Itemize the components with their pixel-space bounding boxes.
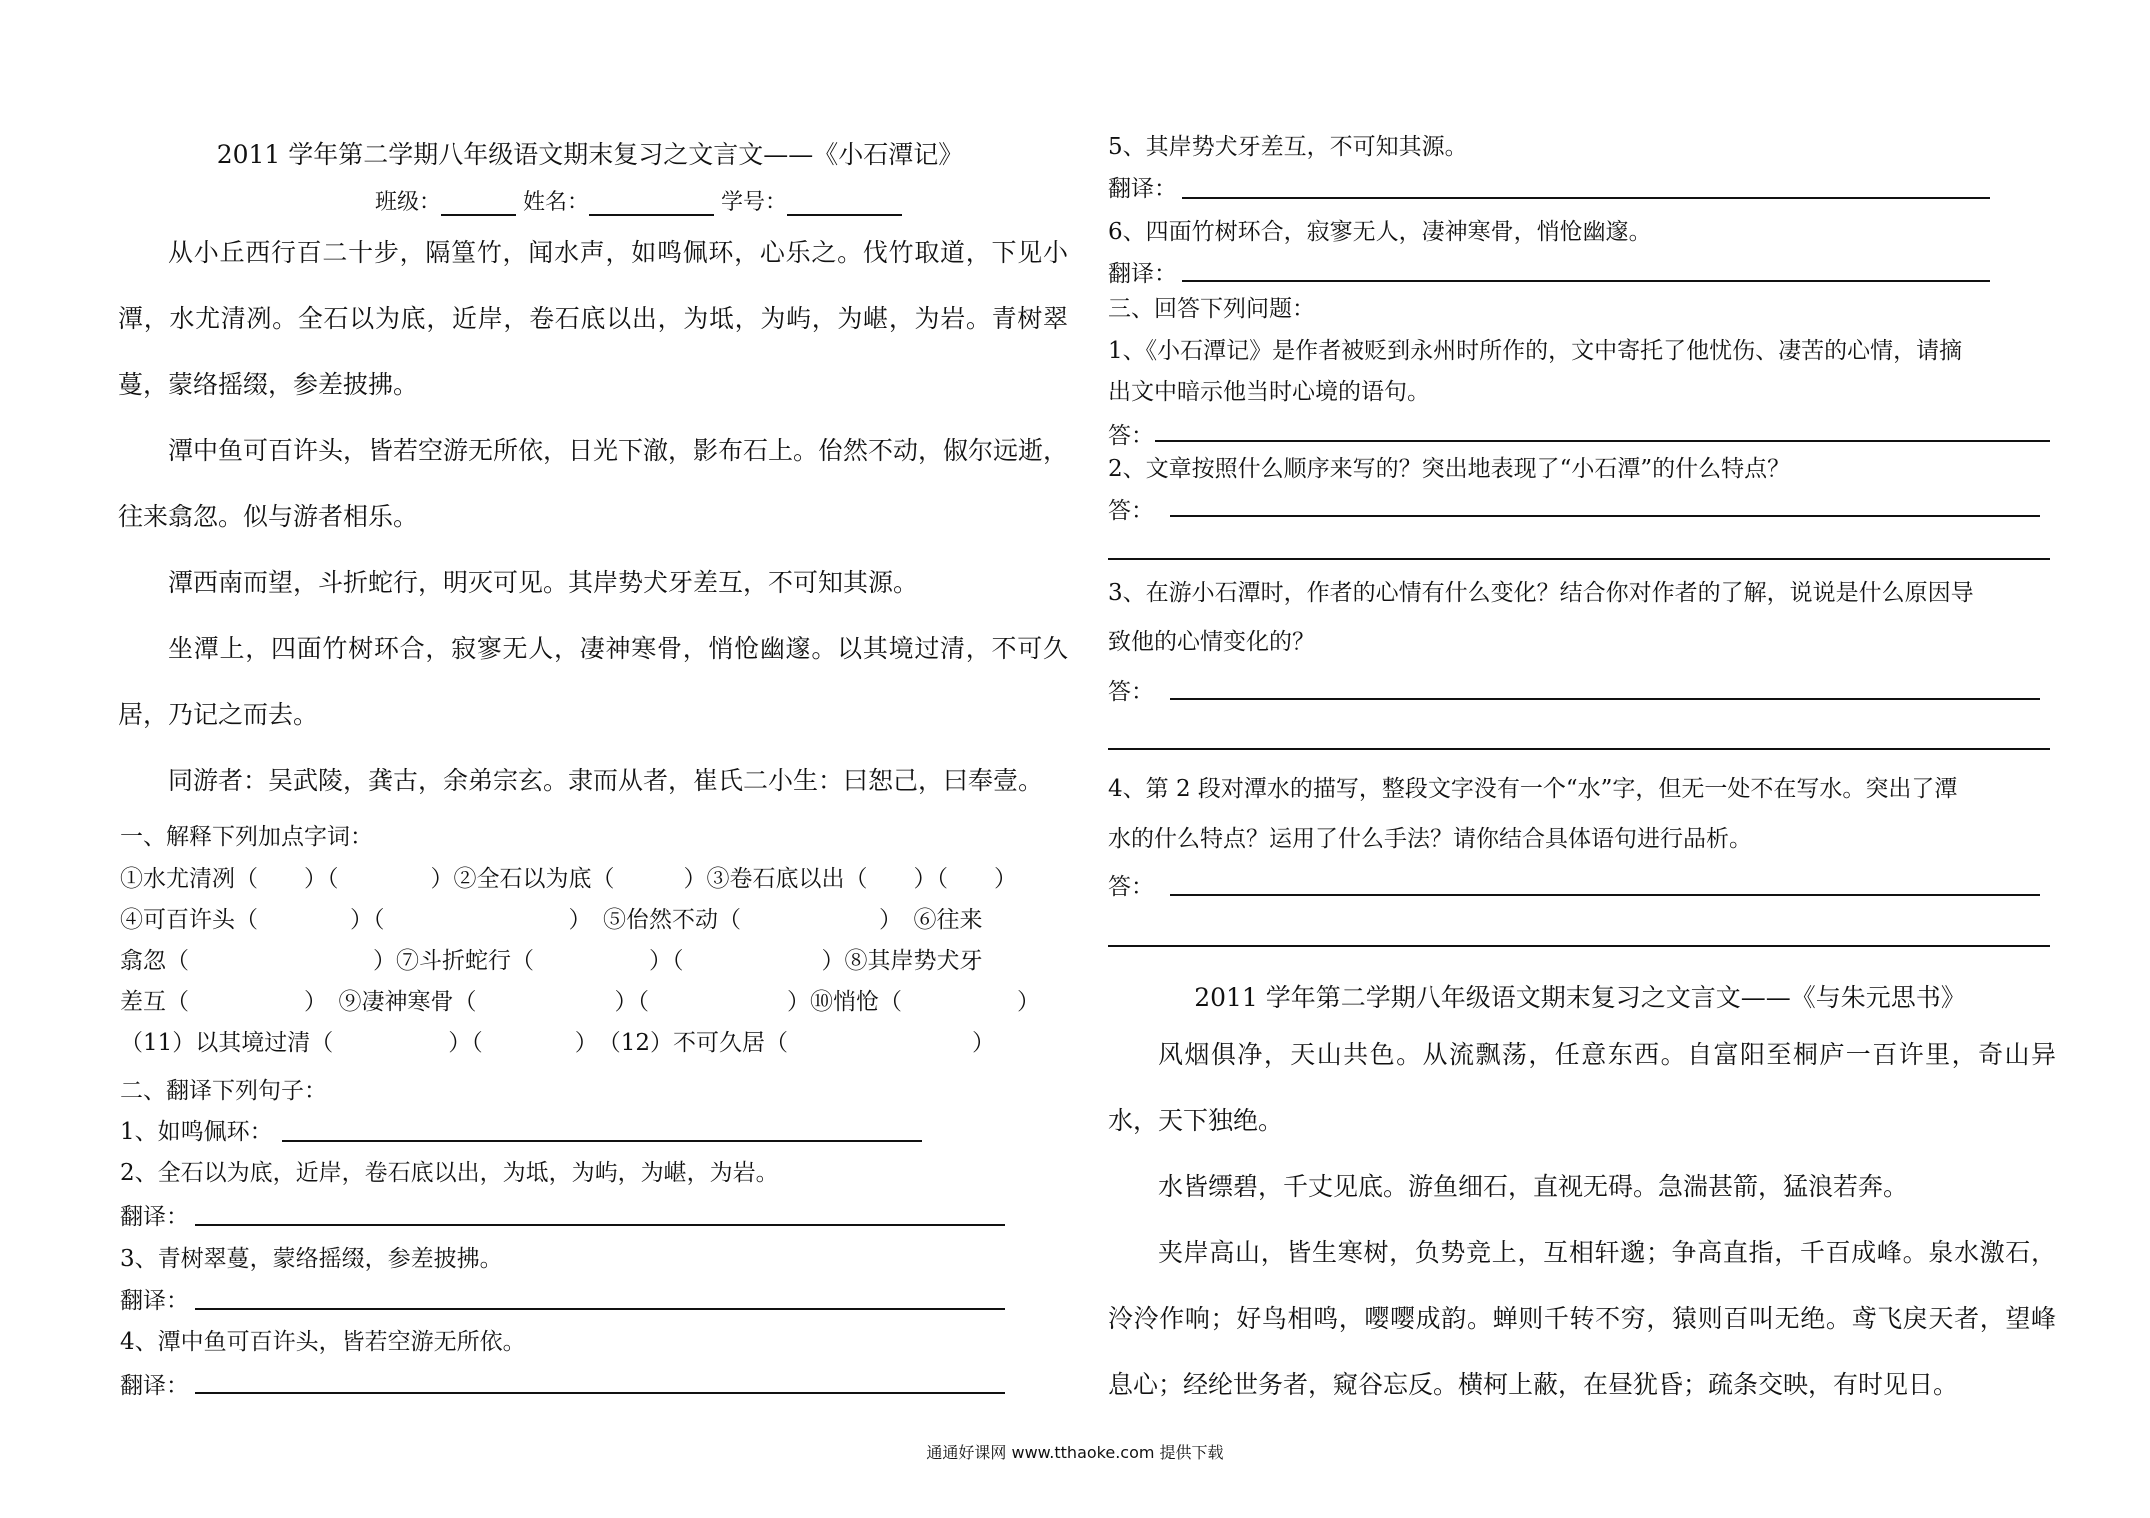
- passage-paragraph: 从小丘西行百二十步，隔篁竹，闻水声，如鸣佩环，心乐之。伐竹取道，下见小潭，水尤清冽。全石以为底，近岸，卷石底以出，为坻，为屿，为嵁，为岩。青树翠蔓，蒙络摇缀，参差披拂。: [118, 238, 1068, 399]
- translate-question: 5、其岸势犬牙差互，不可知其源。: [1108, 134, 1468, 160]
- translate-label: 翻译：: [1108, 176, 1177, 202]
- worksheet-title-yuzhuyuansishu: 2011 学年第二学期八年级语文期末复习之文言文——《与朱元思书》: [1194, 983, 1966, 1012]
- vocab-row: 翕忽（ ）⑦斗折蛇行（ ）（ ）⑧其岸势犬牙: [120, 948, 983, 974]
- answer-line[interactable]: [1108, 945, 2050, 947]
- answer-label: 答：: [1108, 498, 1154, 524]
- section2-title: 二、翻译下列句子：: [120, 1078, 327, 1104]
- class-blank[interactable]: [441, 188, 516, 216]
- passage-paragraph: 潭西南而望，斗折蛇行，明灭可见。其岸势犬牙差互，不可知其源。: [168, 568, 919, 597]
- question-text: 3、在游小石潭时，作者的心情有什么变化？结合你对作者的了解，说说是什么原因导: [1108, 580, 1974, 606]
- answer-line[interactable]: [1170, 515, 2040, 517]
- answer-line[interactable]: [195, 1224, 1005, 1226]
- translate-question: 3、青树翠蔓，蒙络摇缀，参差披拂。: [120, 1246, 503, 1272]
- answer-line[interactable]: [1170, 698, 2040, 700]
- answer-label: 答：: [1108, 423, 1154, 449]
- worksheet-title-xiaoshitanji: 2011 学年第二学期八年级语文期末复习之文言文——《小石潭记》: [216, 140, 964, 169]
- answer-line[interactable]: [282, 1140, 922, 1142]
- class-label: 班级：: [375, 190, 442, 215]
- answer-line[interactable]: [1170, 894, 2040, 896]
- answer-line[interactable]: [1108, 748, 2050, 750]
- translate-question: 1、如鸣佩环：: [120, 1119, 273, 1145]
- vocab-row: ④可百许头（ ）（ ） ⑤佁然不动（ ） ⑥往来: [120, 907, 983, 933]
- footer-source: 通通好课网 www.tthaoke.com 提供下载: [926, 1443, 1224, 1462]
- translate-question: 6、四面竹树环合，寂寥无人，凄神寒骨，悄怆幽邃。: [1108, 219, 1652, 245]
- translate-label: 翻译：: [1108, 261, 1177, 287]
- answer-line[interactable]: [1155, 440, 2050, 442]
- vocab-row: 差互（ ） ⑨凄神寒骨（ ）（ ）⑩悄怆（ ）: [120, 989, 1040, 1015]
- answer-line[interactable]: [1108, 558, 2050, 560]
- translate-label: 翻译：: [120, 1204, 189, 1230]
- section3-title: 三、回答下列问题：: [1108, 296, 1315, 322]
- id-label: 学号：: [721, 190, 788, 215]
- answer-line[interactable]: [195, 1392, 1005, 1394]
- translate-question: 4、潭中鱼可百许头，皆若空游无所依。: [120, 1329, 526, 1355]
- passage-paragraph: 同游者：吴武陵，龚古，余弟宗玄。隶而从者，崔氏二小生：曰恕己，曰奉壹。: [168, 766, 1044, 795]
- vocab-row: ①水尤清冽（ ）（ ）②全石以为底（ ）③卷石底以出（ ）（ ）: [120, 866, 1017, 892]
- answer-line[interactable]: [1182, 280, 1990, 282]
- vocab-row: （11）以其境过清（ ）（ ） （12）不可久居（ ）: [120, 1030, 996, 1056]
- name-blank[interactable]: [589, 188, 714, 216]
- question-text: 水的什么特点？运用了什么手法？请你结合具体语句进行品析。: [1108, 826, 1752, 852]
- passage-paragraph: 坐潭上，四面竹树环合，寂寥无人，凄神寒骨，悄怆幽邃。以其境过清，不可久居，乃记之而去。: [118, 634, 1068, 729]
- passage-paragraph: 风烟俱净，天山共色。从流飘荡，任意东西。自富阳至桐庐一百许里，奇山异水，天下独绝。: [1108, 1040, 2056, 1135]
- id-blank[interactable]: [787, 188, 902, 216]
- section1-title: 一、解释下列加点字词：: [120, 824, 373, 850]
- passage-paragraph: 水皆缥碧，千丈见底。游鱼细石，直视无碍。急湍甚箭，猛浪若奔。: [1158, 1172, 1909, 1201]
- name-label: 姓名：: [523, 190, 590, 215]
- answer-label: 答：: [1108, 874, 1154, 900]
- question-text: 出文中暗示他当时心境的语句。: [1108, 379, 1430, 405]
- answer-line[interactable]: [195, 1308, 1005, 1310]
- passage-paragraph: 潭中鱼可百许头，皆若空游无所依，日光下澈，影布石上。佁然不动，俶尔远逝，往来翕忽。似与游者相乐。: [118, 436, 1069, 531]
- passage-yuzhuyuansishu: [1108, 1022, 2056, 1418]
- question-text: 致他的心情变化的？: [1108, 629, 1315, 655]
- translate-question: 2、全石以为底，近岸，卷石底以出，为坻，为屿，为嵁，为岩。: [120, 1160, 779, 1186]
- question-text: 1、《小石潭记》是作者被贬到永州时所作的，文中寄托了他忧伤、凄苦的心情，请摘: [1108, 338, 1963, 364]
- question-text: 2、文章按照什么顺序来写的？突出地表现了“小石潭”的什么特点？: [1108, 456, 1791, 482]
- passage-paragraph: 夹岸高山，皆生寒树，负势竞上，互相轩邈；争高直指，千百成峰。泉水激石，泠泠作响；好鸟相鸣，嘤嘤成韵。蝉则千转不穷，猿则百叫无绝。鸢飞戾天者，望峰息心；经纶世务者，窥谷忘反。横柯上蔽，在昼犹昏；疏条交映，有时见日。: [1108, 1238, 2056, 1399]
- student-info-row: [375, 185, 902, 216]
- translate-label: 翻译：: [120, 1288, 189, 1314]
- translate-label: 翻译：: [120, 1373, 189, 1399]
- answer-line[interactable]: [1182, 197, 1990, 199]
- answer-label: 答：: [1108, 679, 1154, 705]
- passage-xiaoshitanji: [118, 220, 1068, 814]
- question-text: 4、第 2 段对潭水的描写，整段文字没有一个“水”字，但无一处不在写水。突出了潭: [1108, 776, 1958, 802]
